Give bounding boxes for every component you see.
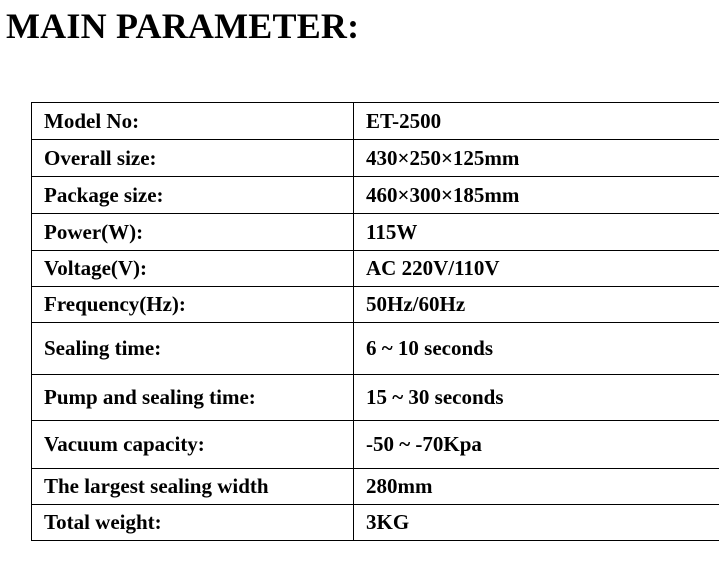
row-label: Voltage(V):: [32, 251, 354, 287]
row-label: Vacuum capacity:: [32, 421, 354, 469]
table-row: [32, 469, 719, 505]
table-row: [32, 140, 719, 177]
table-row: [32, 287, 719, 323]
table-row: [32, 103, 719, 140]
table-row: [32, 251, 719, 287]
row-value: 115W: [354, 214, 719, 251]
row-value: ET-2500: [354, 103, 719, 140]
table-row: [32, 177, 719, 214]
row-value: 3KG: [354, 505, 719, 541]
row-label: The largest sealing width: [32, 469, 354, 505]
page-title: MAIN PARAMETER:: [6, 6, 360, 46]
row-label: Total weight:: [32, 505, 354, 541]
row-value: 15 ~ 30 seconds: [354, 375, 719, 421]
parameter-table: [31, 102, 719, 541]
row-value: -50 ~ -70Kpa: [354, 421, 719, 469]
row-value: 460×300×185mm: [354, 177, 719, 214]
row-label: Model No:: [32, 103, 354, 140]
row-value: 430×250×125mm: [354, 140, 719, 177]
row-label: Overall size:: [32, 140, 354, 177]
table-row: [32, 421, 719, 469]
row-value: 6 ~ 10 seconds: [354, 323, 719, 375]
table-row: [32, 214, 719, 251]
table-row: [32, 505, 719, 541]
table-row: [32, 323, 719, 375]
row-value: AC 220V/110V: [354, 251, 719, 287]
row-value: 50Hz/60Hz: [354, 287, 719, 323]
row-label: Power(W):: [32, 214, 354, 251]
row-value: 280mm: [354, 469, 719, 505]
row-label: Package size:: [32, 177, 354, 214]
row-label: Frequency(Hz):: [32, 287, 354, 323]
row-label: Sealing time:: [32, 323, 354, 375]
row-label: Pump and sealing time:: [32, 375, 354, 421]
table-row: [32, 375, 719, 421]
